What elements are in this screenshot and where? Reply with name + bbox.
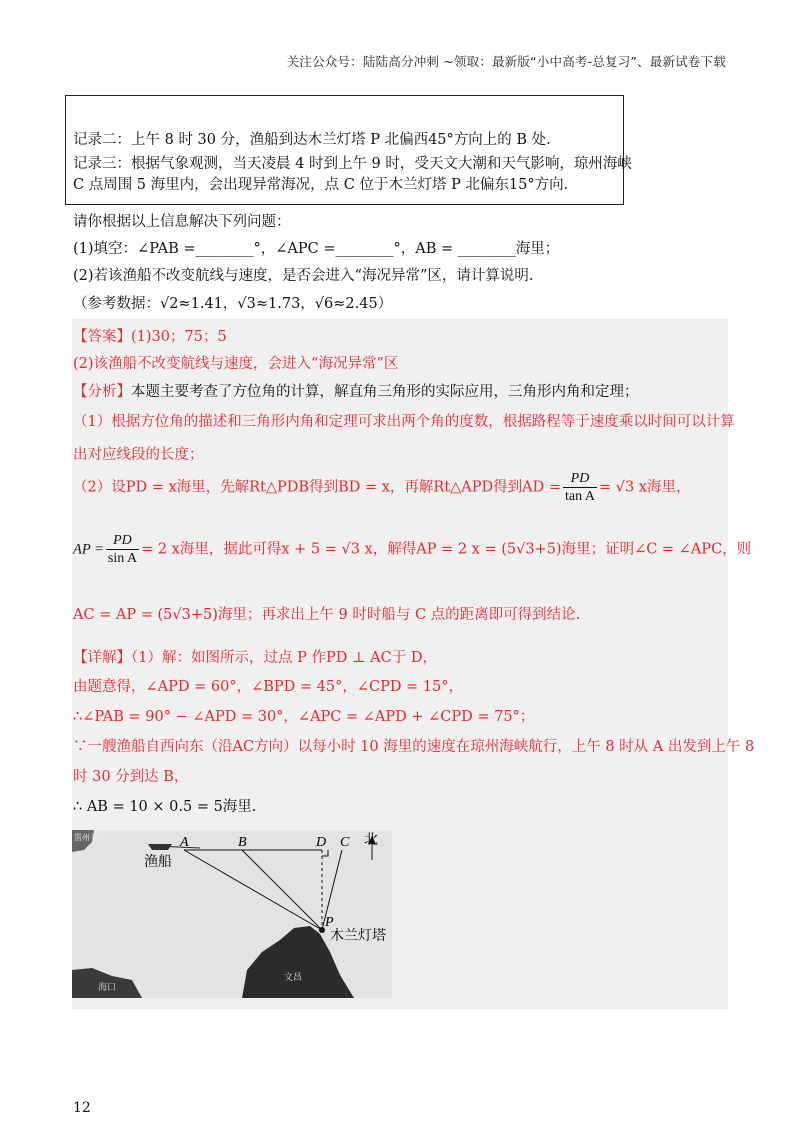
analysis-3-part2: = 2 x海里，据此可得x + 5 = √3 x，解得AP = 2 x = (5√3+5)海里；证明∠C = ∠APC，则: [141, 541, 752, 558]
analysis-2-part1: （2）设PD = x海里，先解Rt△PDB得到BD = x，再解Rt△APD得到AD =: [73, 479, 562, 496]
map-figure: [72, 830, 392, 998]
label-p: P: [325, 915, 334, 930]
page-number: 12: [73, 1100, 91, 1116]
map-diagram: [72, 830, 392, 998]
label-b: B: [238, 835, 247, 850]
fraction-denominator: sin A: [107, 551, 138, 566]
detail-label: 【详解】: [73, 650, 131, 666]
page-header: 关注公众号：陆陆高分冲刺 ~领取：最新版“小中高考-总复习”、最新试卷下载: [286, 54, 726, 69]
question-intro: 请你根据以上信息解决下列问题：: [73, 214, 291, 230]
analysis-2: [73, 470, 690, 505]
record-line-3a: 记录三：根据气象观测，当天凌晨 4 时到上午 9 时，受天文大潮和天气影响，琼州海峡: [73, 156, 632, 172]
label-c: C: [340, 835, 350, 850]
fraction-numerator: PD: [106, 532, 139, 550]
analysis-1b: 出对应线段的长度；: [73, 447, 204, 463]
label-a: A: [180, 835, 189, 850]
fraction-denominator: tan A: [565, 489, 595, 504]
label-peninsula: 雷州半岛: [74, 833, 106, 842]
detail-1-text: （1）解：如图所示，过点 P 作PD ⊥ AC于 D，: [131, 650, 437, 666]
analysis-3: [73, 532, 751, 567]
analysis-line: [73, 380, 639, 401]
analysis-text: 本题主要考查了方位角的计算，解直角三角形的实际应用，三角形内角和定理；: [131, 384, 639, 400]
label-north: 北: [364, 832, 378, 848]
answer-1: 【答案】(1)30；75；5: [73, 329, 227, 345]
detail-4b: 时 30 分到达 B，: [73, 769, 189, 785]
question-1: (1)填空：∠PAB =________°，∠APC =________°，AB = ________海里；: [73, 241, 560, 257]
reference-data: （参考数据：√2≈1.41，√3≈1.73，√6≈2.45）: [73, 296, 393, 312]
label-wenchang: 文昌: [284, 973, 303, 983]
detail-4a: ∵一艘渔船自西向东（沿AC方向）以每小时 10 海里的速度在琼州海峡航行，上午 8 时从 A 出发到上午 8: [73, 739, 755, 755]
boat-icon: [148, 844, 172, 850]
detail-5: ∴ AB = 10 × 0.5 = 5海里.: [73, 799, 257, 815]
fraction-numerator: PD: [563, 470, 597, 488]
analysis-label: 【分析】: [73, 384, 131, 400]
detail-1: [73, 646, 437, 667]
record-line-3b: C 点周围 5 海里内，会出现异常海况，点 C 位于木兰灯塔 P 北偏东15°方向.: [73, 177, 569, 193]
analysis-3-lead: AP =: [73, 541, 104, 558]
fraction-pd-tan: [563, 470, 597, 505]
label-lighthouse: 木兰灯塔: [330, 928, 386, 944]
detail-3: ∴∠PAB = 90° − ∠APD = 30°，∠APC = ∠APD + ∠CPD = 75°；: [73, 709, 535, 725]
analysis-4: AC = AP = (5√3+5)海里；再求出上午 9 时时船与 C 点的距离即可得到结论.: [73, 607, 581, 623]
label-boat: 渔船: [144, 854, 172, 870]
detail-2: 由题意得，∠APD = 60°，∠BPD = 45°，∠CPD = 15°，: [73, 679, 464, 695]
record-line-2: 记录二：上午 8 时 30 分，渔船到达木兰灯塔 P 北偏西45°方向上的 B 处.: [73, 132, 551, 148]
question-2: (2)若该渔船不改变航线与速度，是否会进入“海况异常”区，请计算说明.: [73, 268, 534, 284]
analysis-1a: （1）根据方位角的描述和三角形内角和定理可求出两个角的度数，根据路程等于速度乘以时间可以计算: [73, 414, 735, 430]
answer-2: (2)该渔船不改变航线与速度，会进入“海况异常”区: [73, 356, 399, 372]
fraction-pd-sin: [106, 532, 139, 567]
label-d: D: [316, 835, 327, 850]
analysis-2-part2: = √3 x海里，: [598, 479, 691, 496]
label-haikou: 海口: [98, 983, 117, 993]
